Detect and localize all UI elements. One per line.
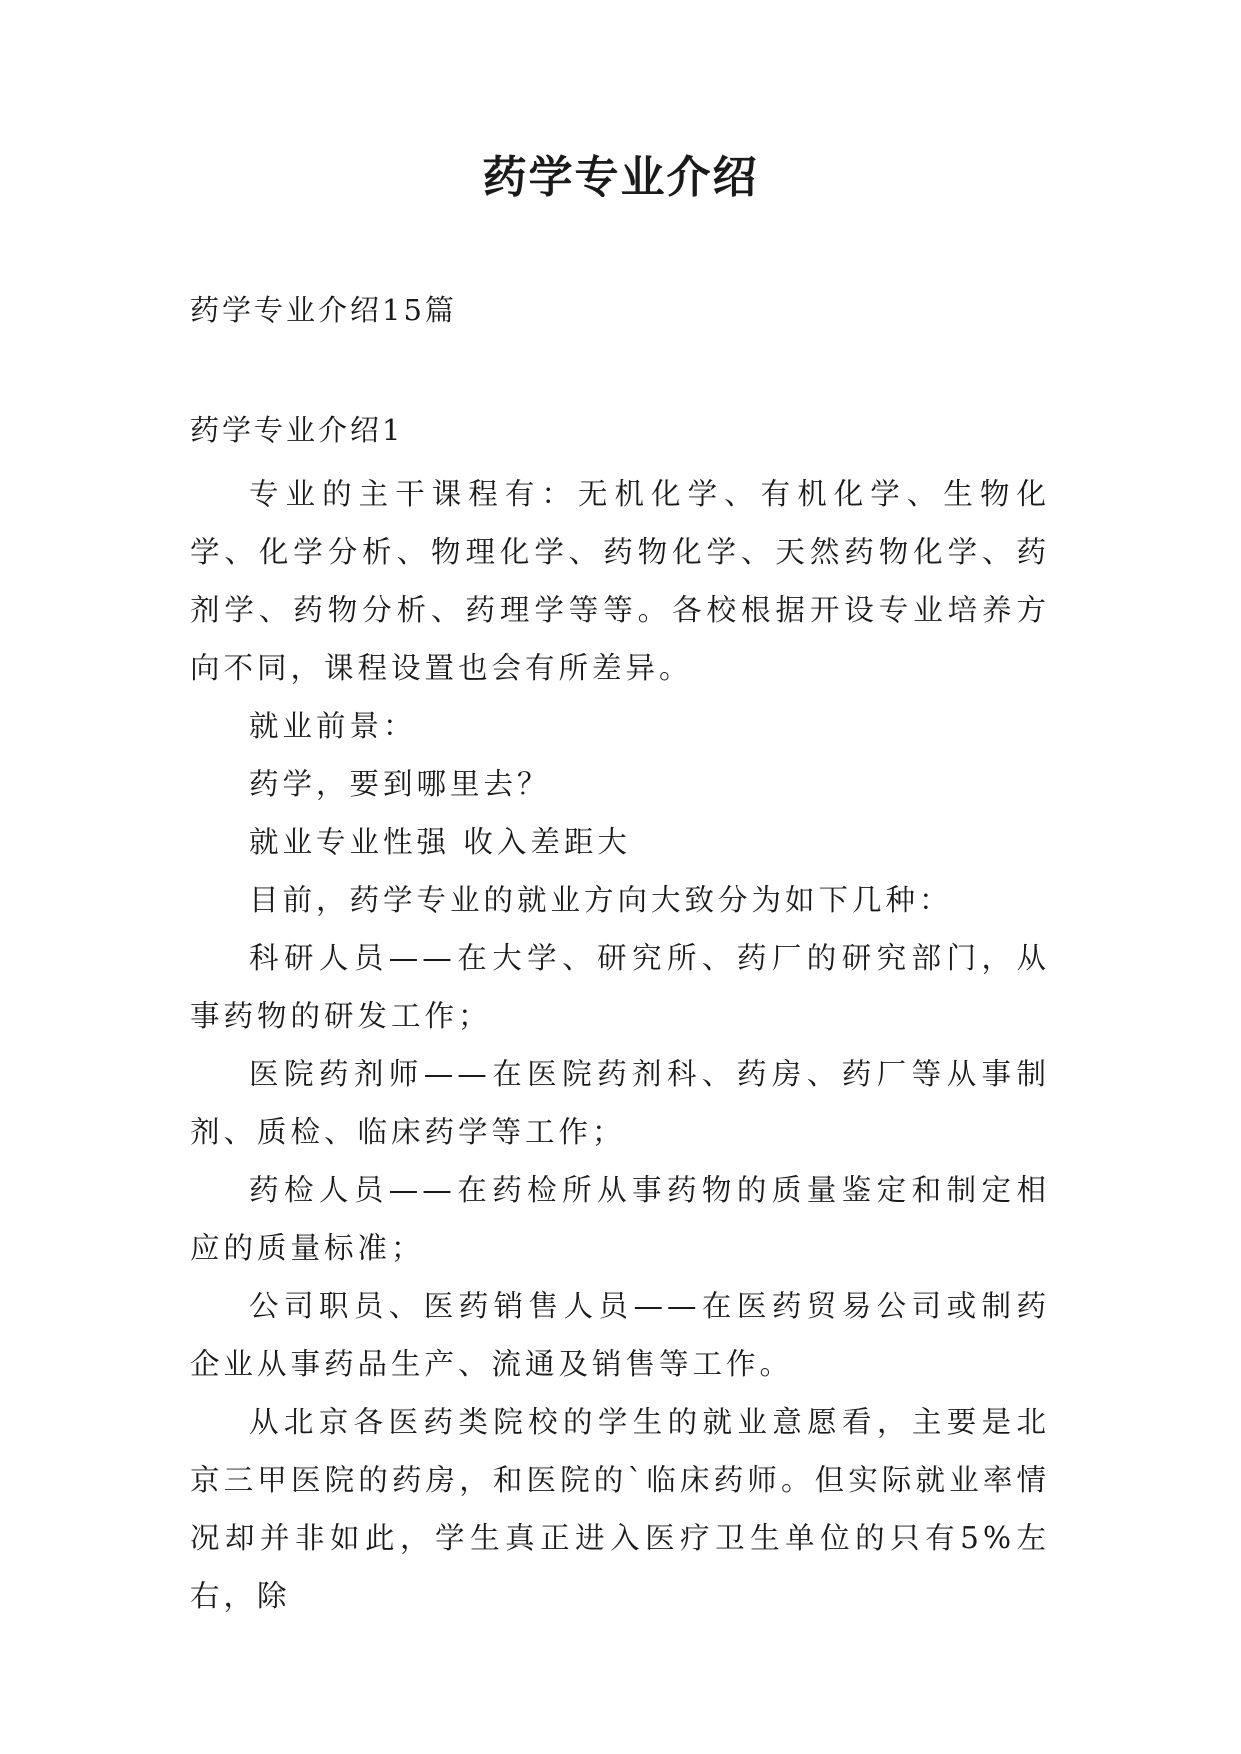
paragraph-company-staff: 公司职员、医药销售人员——在医药贸易公司或制药企业从事药品生产、流通及销售等工作。 [190,1289,1050,1381]
document-body [190,465,1050,1625]
document-subtitle: 药学专业介绍15篇 [190,293,457,327]
paragraph-hospital-pharmacists: 医院药剂师——在医院药剂科、药房、药厂等从事制剂、质检、临床药学等工作； [190,1057,1050,1149]
paragraph-employment-prospects: 就业前景： [249,709,417,743]
paragraph-researchers: 科研人员——在大学、研究所、药厂的研究部门，从事药物的研发工作； [190,941,1050,1033]
paragraph-beijing-employment: 从北京各医药类院校的学生的就业意愿看，主要是北京三甲医院的药房，和医院的`临床药师。但实际就业率情况却并非如此，学生真正进入医疗卫生单位的只有5%左右，除 [190,1405,1050,1613]
paragraph-main-courses: 专业的主干课程有：无机化学、有机化学、生物化学、化学分析、物理化学、药物化学、天然药物化学、药剂学、药物分析、药理学等等。各校根据开设专业培养方向不同，课程设置也会有所差异。 [190,477,1050,685]
paragraph-employment-directions: 目前，药学专业的就业方向大致分为如下几种： [249,883,953,917]
paragraph-drug-inspectors: 药检人员——在药检所从事药物的质量鉴定和制定相应的质量标准； [190,1173,1050,1265]
section-title: 药学专业介绍1 [190,413,404,447]
document-title: 药学专业介绍 [482,152,759,203]
paragraph-where-to-go: 药学，要到哪里去？ [249,767,551,801]
paragraph-income-gap: 就业专业性强 收入差距大 [249,825,631,859]
